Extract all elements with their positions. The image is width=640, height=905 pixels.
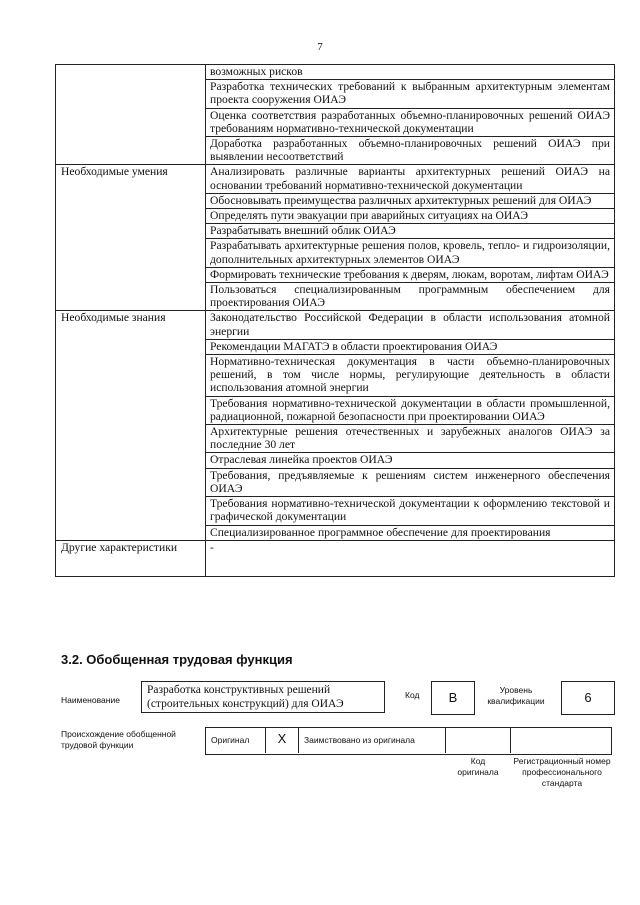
function-name: Разработка конструктивных решений (строительных конструкций) для ОИАЭ — [147, 684, 344, 710]
table-row — [56, 165, 615, 193]
level-label: Уровень квалификации — [487, 685, 545, 706]
row-text: Определять пути эвакуации при аварийных ситуациях на ОИАЭ — [206, 209, 615, 224]
row-text: Нормативно-техническая документация в части объемно-планировочных решений, в том числе нормы, регулирующие деятельность в области использования атомной энергии — [206, 355, 615, 397]
row-text: Доработка разработанных объемно-планировочных решений ОИАЭ при выявлении несоответствий — [206, 137, 615, 165]
row-text: Требования нормативно-технической документации в области промышленной, радиационной, пожарной безопасности при проектировании ОИАЭ — [206, 396, 615, 424]
row-label: Необходимые знания — [56, 311, 206, 540]
row-text: Законодательство Российской Федерации в области использования атомной энергии — [206, 311, 615, 339]
row-text: возможных рисков — [206, 65, 615, 80]
row-text: Отраслевая линейка проектов ОИАЭ — [206, 453, 615, 468]
origin-label: Происхождение обобщенной трудовой функции — [61, 729, 176, 750]
row-label — [56, 65, 206, 165]
row-text: Требования, предъявляемые к решениям систем инженерного обеспечения ОИАЭ — [206, 468, 615, 496]
row-text: Обосновывать преимущества различных архитектурных решений для ОИАЭ — [206, 193, 615, 208]
row-text: Требования нормативно-технической документации к оформлению текстовой и графической документации — [206, 497, 615, 525]
divider — [445, 727, 446, 753]
row-text: Разработка технических требований к выбранным архитектурным элементам проекта сооружения ОИАЭ — [206, 80, 615, 108]
registration-number-label: Регистрационный номер профессионального стандарта — [513, 756, 611, 788]
row-text: - — [206, 540, 615, 576]
row-text: Архитектурные решения отечественных и зарубежных аналогов ОИАЭ за последние 30 лет — [206, 425, 615, 453]
divider — [510, 727, 511, 753]
code-value: B — [448, 690, 458, 705]
other-characteristics-row — [56, 540, 615, 576]
row-text: Рекомендации МАГАТЭ в области проектирования ОИАЭ — [206, 339, 615, 354]
borrowed-label: Заимствовано из оригинала — [304, 735, 415, 745]
row-text: Специализированное программное обеспечение для проектирования — [206, 525, 615, 540]
row-text: Формировать технические требования к дверям, люкам, воротам, лифтам ОИАЭ — [206, 267, 615, 282]
name-label: Наименование — [61, 695, 120, 705]
row-text: Оценка соответствия разработанных объемно-планировочных решений ОИАЭ требованиям нормативно-технической документации — [206, 108, 615, 136]
function-name-box — [141, 681, 385, 713]
code-label: Код — [405, 690, 420, 700]
original-mark: X — [277, 731, 287, 746]
row-text: Пользоваться специализированным программным обеспечением для проектирования ОИАЭ — [206, 283, 615, 311]
code-original-label: Код оригинала — [457, 756, 499, 777]
level-box — [561, 681, 615, 715]
table-row — [56, 311, 615, 339]
page-number: 7 — [317, 41, 323, 53]
row-text: Анализировать различные варианты архитектурных решений ОИАЭ на основании требований нормативно-технической документации — [206, 165, 615, 193]
row-label: Необходимые умения — [56, 165, 206, 311]
row-text: Разрабатывать архитектурные решения полов, кровель, тепло- и гидроизоляции, дополнительных архитектурных элементов ОИАЭ — [206, 239, 615, 267]
divider — [298, 727, 299, 753]
code-box — [431, 681, 475, 715]
row-label: Другие характеристики — [56, 540, 206, 576]
original-label: Оригинал — [211, 735, 250, 745]
row-text: Разрабатывать внешний облик ОИАЭ — [206, 224, 615, 239]
requirements-table — [55, 64, 615, 577]
table-row — [56, 65, 615, 80]
section-title: 3.2. Обобщенная трудовая функция — [61, 652, 293, 667]
level-value: 6 — [584, 690, 592, 705]
